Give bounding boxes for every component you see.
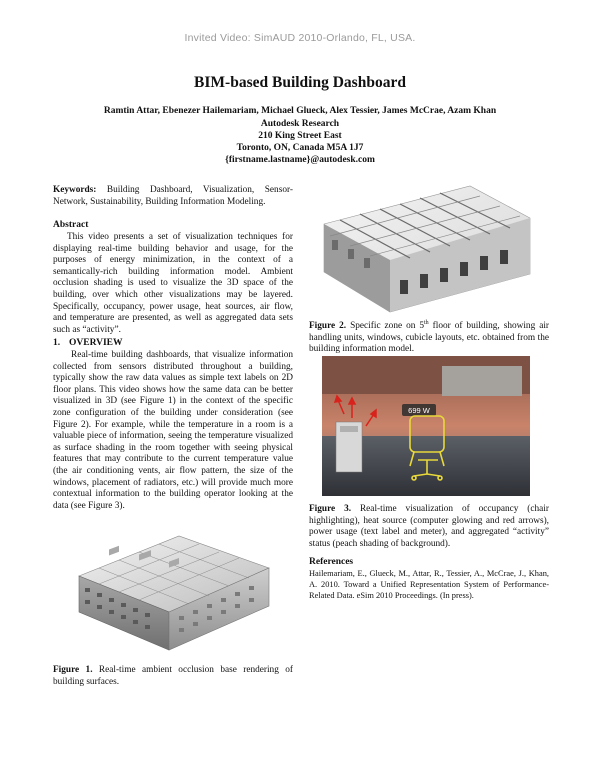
- figure-1-caption-text: Real-time ambient occlusion base rendering of building surfaces.: [53, 665, 293, 687]
- abstract-heading: Abstract: [53, 220, 89, 230]
- references-heading: References: [309, 557, 354, 567]
- figure-2-caption-pre: Specific zone on 5: [350, 321, 424, 332]
- figure-3-occupancy-render: [322, 356, 530, 496]
- figure-2-caption-post: floor of building, showing air handling units, windows, cubicle layouts, etc. obtained from the building information model.: [309, 321, 549, 355]
- power-usage-label: 699 W: [408, 406, 430, 415]
- figure-2-caption-sup: th: [424, 320, 429, 326]
- keywords-label: Keywords:: [53, 185, 97, 195]
- venue-note: Invited Video: SimAUD 2010-Orlando, FL, USA.: [184, 32, 416, 44]
- abstract-body: This video presents a set of visualization techniques for displaying real-time building behavior and usage, for the purposes of energy minimization, in the context of a semantically-rich building information model. Ambient occlusion shading is used to visualize the 3D space of the building, over which other visualizations may be layered. Specifically, occupancy, power usage, heat sources, air flow, and temperature are presented, as well as aggregated data sets such as “activity”.: [53, 232, 293, 335]
- address-street: 210 King Street East: [258, 131, 342, 141]
- figure-3-label: Figure 3.: [309, 504, 352, 514]
- paper-title: BIM-based Building Dashboard: [194, 74, 406, 91]
- reference-entry: Hailemariam, E., Glueck, M., Attar, R., Tessier, A., McCrae, J., Khan, A. 2010. Toward a Unified Representation System of Performance-Related Data. eSim 2010 Proceedings. (In press).: [309, 569, 549, 600]
- figure-1-label: Figure 1.: [53, 665, 93, 675]
- figure-3-caption-text: Real-time visualization of occupancy (chair highlighting), heat source (computer glowing and red arrows), power usage (text label and meter), and aggregated “activity” status (peach shading of background).: [309, 504, 549, 549]
- overview-heading: [53, 338, 293, 350]
- section-number: 1.: [53, 338, 61, 348]
- address-city: Toronto, ON, Canada M5A 1J7: [236, 143, 364, 153]
- figure-1-building-render: [69, 528, 277, 656]
- affiliation: Autodesk Research: [260, 119, 340, 129]
- keywords-paragraph: [53, 185, 293, 208]
- figure-1-caption: [53, 665, 293, 688]
- author-email: {firstname.lastname}@autodesk.com: [225, 155, 375, 165]
- figure-2-zone-render: [320, 184, 532, 314]
- overview-body: Real-time building dashboards, that visualize information collected from sensors distributed throughout a building, typically show the raw data values as simple text labels on 2D floor plans. This video shows how the same data can be better visualized in 3D (see Figure 1) in the context of the specific zone configuration of the building under consideration (see Figure 2). For example, while the temperature in a room is a valuable piece of information, seeing the temperature visualized as surface shading in the room together with seeing physical features that may contribute to the current temperature value (the air conditioning vents, air flow pattern, the size of the windows, placement of radiators, etc.) will provide much more contextual information to the building operator looking at the data (see Figure 3).: [53, 350, 293, 511]
- keywords-text: Building Dashboard, Visualization, Sensor-Network, Sustainability, Building Information Modeling.: [53, 185, 293, 207]
- author-list: Ramtin Attar, Ebenezer Hailemariam, Michael Glueck, Alex Tessier, James McCrae, Azam Khan: [103, 106, 497, 116]
- figure-2-label: Figure 2.: [309, 321, 347, 332]
- figure-3-caption: [309, 504, 549, 550]
- section-title: OVERVIEW: [69, 338, 123, 348]
- figure-2-caption: [309, 318, 549, 356]
